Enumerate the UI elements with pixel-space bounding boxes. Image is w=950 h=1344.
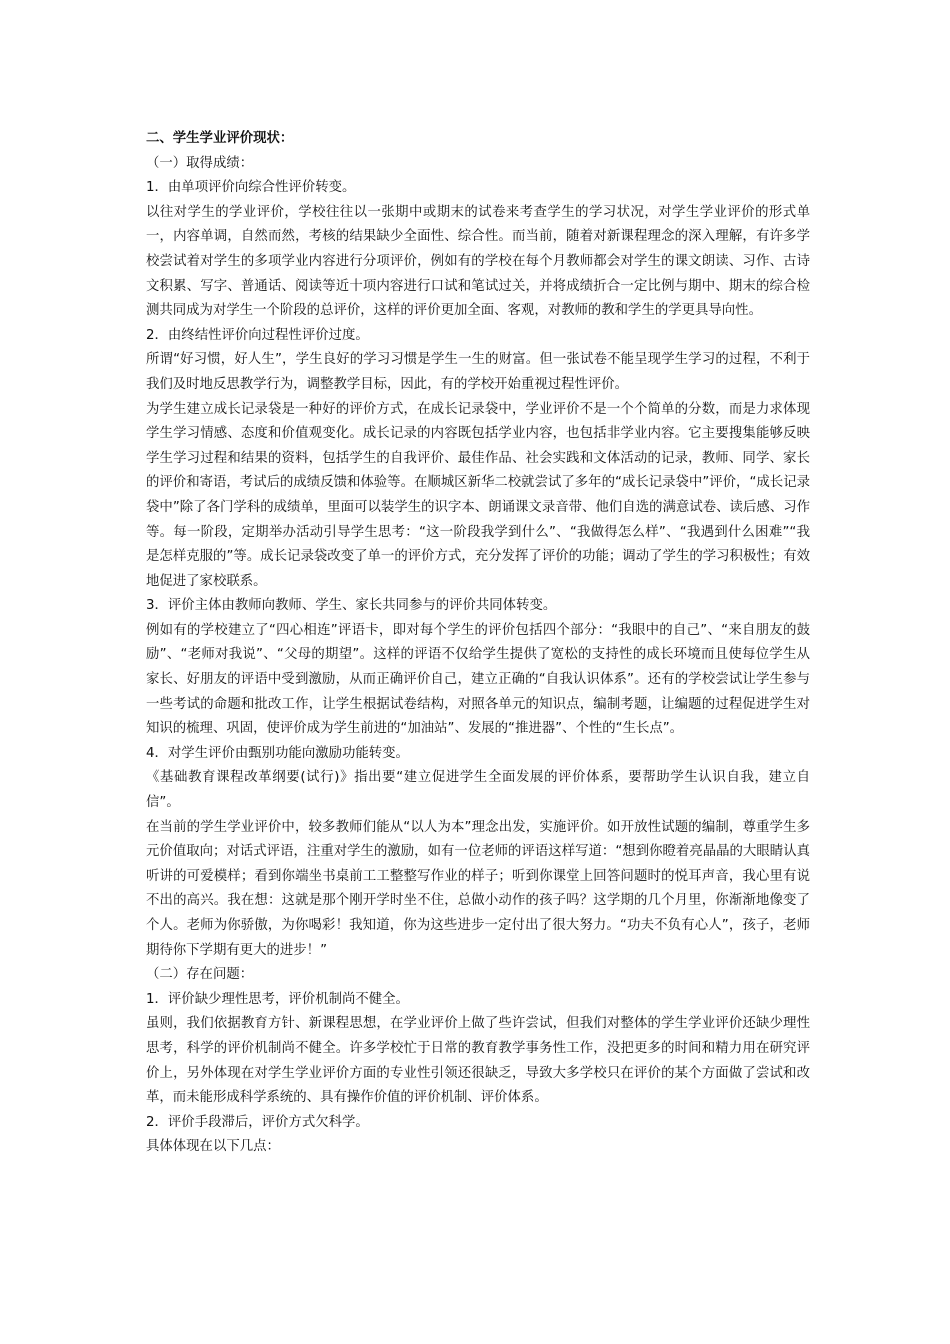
paragraph: 例如有的学校建立了“四心相连”评语卡，即对每个学生的评价包括四个部分：“我眼中的自己”、“来自朋友的鼓励”、“老师对我说”、“父母的期望”。这样的评语不仅给学生提供了宽松的支持性的成长环境而且使每位学生从家长、好朋友的评语中受到激励，从而正确评价自己，建立正确的“自我认识体系”。还有的学校尝试让学生参与一些考试的命题和批改工作，让学生根据试卷结构，对照各单元的知识点，编制考题，让编题的过程促进学生对知识的梳理、巩固，使评价成为学生前进的“加油站”、发展的“推进器”、个性的“生长点”。	[146, 622, 810, 737]
item-heading-2: 2．由终结性评价向过程性评价过度。	[146, 327, 369, 343]
section-heading-achievements: （一）取得成绩：	[146, 155, 254, 171]
item-heading-4: 4．对学生评价由甄别功能向激励功能转变。	[146, 745, 409, 761]
document-page	[146, 127, 810, 1160]
problem-heading-2: 2．评价手段滞后，评价方式欠科学。	[146, 1114, 369, 1130]
paragraph: 以往对学生的学业评价，学校往往以一张期中或期末的试卷来考查学生的学习状况，对学生学业评价的形式单一，内容单调，自然而然，考核的结果缺少全面性、综合性。而当前，随着对新课程理念的深入理解，有许多学校尝试着对学生的多项学业内容进行分项评价，例如有的学校在每个月教师都会对学生的课文朗读、习作、古诗文积累、写字、普通话、阅读等近十项内容进行口试和笔试过关，并将成绩折合一定比例与期中、期末的综合检测共同成为对学生一个阶段的总评价，这样的评价更加全面、客观，对教师的教和学生的学更具导向性。	[146, 204, 810, 319]
item-heading-3: 3．评价主体由教师向教师、学生、家长共同参与的评价共同体转变。	[146, 598, 557, 614]
section-heading-problems: （二）存在问题：	[146, 967, 254, 983]
item-heading-1: 1．由单项评价向综合性评价转变。	[146, 180, 356, 196]
paragraph: 具体体现在以下几点：	[146, 1139, 280, 1155]
paragraph: 虽则，我们依据教育方针、新课程思想，在学业评价上做了些许尝试，但我们对整体的学生学业评价还缺少理性思考，科学的评价机制尚不健全。许多学校忙于日常的教育教学事务性工作，没把更多的时间和精力用在研究评价上，另外体现在对学生学业评价方面的专业性引领还很缺乏，导致大多学校只在评价的某个方面做了尝试和改革，而未能形成科学系统的、具有操作价值的评价机制、评价体系。	[146, 1016, 810, 1106]
document-title: 二、学生学业评价现状：	[146, 131, 294, 146]
problem-heading-1: 1．评价缺少理性思考，评价机制尚不健全。	[146, 991, 409, 1007]
paragraph: 在当前的学生学业评价中，较多教师们能从“以人为本”理念出发，实施评价。如开放性试题的编制，尊重学生多元价值取向；对话式评语，注重对学生的激励，如有一位老师的评语这样写道：“想到你瞪着亮晶晶的大眼睛认真听讲的可爱模样；看到你端坐书桌前工工整整写作业的样子；听到你课堂上回答问题时的悦耳声音，我心里有说不出的高兴。我在想：这就是那个刚开学时坐不住，总做小动作的孩子吗？这学期的几个月里，你渐渐地像变了个人。老师为你骄傲，为你喝彩！我知道，你为这些进步一定付出了很大努力。“功夫不负有心人”，孩子，老师期待你下学期有更大的进步！”	[146, 819, 810, 958]
paragraph: 为学生建立成长记录袋是一种好的评价方式，在成长记录袋中，学业评价不是一个个简单的分数，而是力求体现学生学习情感、态度和价值观变化。成长记录的内容既包括学业内容，也包括非学业内容。它主要搜集能够反映学生学习过程和结果的资料，包括学生的自我评价、最佳作品、社会实践和文体活动的记录，教师、同学、家长的评价和寄语，考试后的成绩反馈和体验等。在顺城区新华二校就尝试了多年的“成长记录袋中”评价，“成长记录袋中”除了各门学科的成绩单，里面可以装学生的识字本、朗诵课文录音带、他们自选的满意试卷、读后感、习作等。每一阶段，定期举办活动引导学生思考：“这一阶段我学到什么”、“我做得怎么样”、“我遇到什么困难”“我是怎样克服的”等。成长记录袋改变了单一的评价方式，充分发挥了评价的功能；调动了学生的学习积极性；有效地促进了家校联系。	[146, 401, 810, 589]
paragraph: 《基础教育课程改革纲要(试行)》指出要“建立促进学生全面发展的评价体系，要帮助学生认识自我，建立自信”。	[146, 770, 810, 811]
paragraph: 所谓“好习惯，好人生”，学生良好的学习习惯是学生一生的财富。但一张试卷不能呈现学生学习的过程，不利于我们及时地反思教学行为，调整教学目标，因此，有的学校开始重视过程性评价。	[146, 352, 810, 392]
